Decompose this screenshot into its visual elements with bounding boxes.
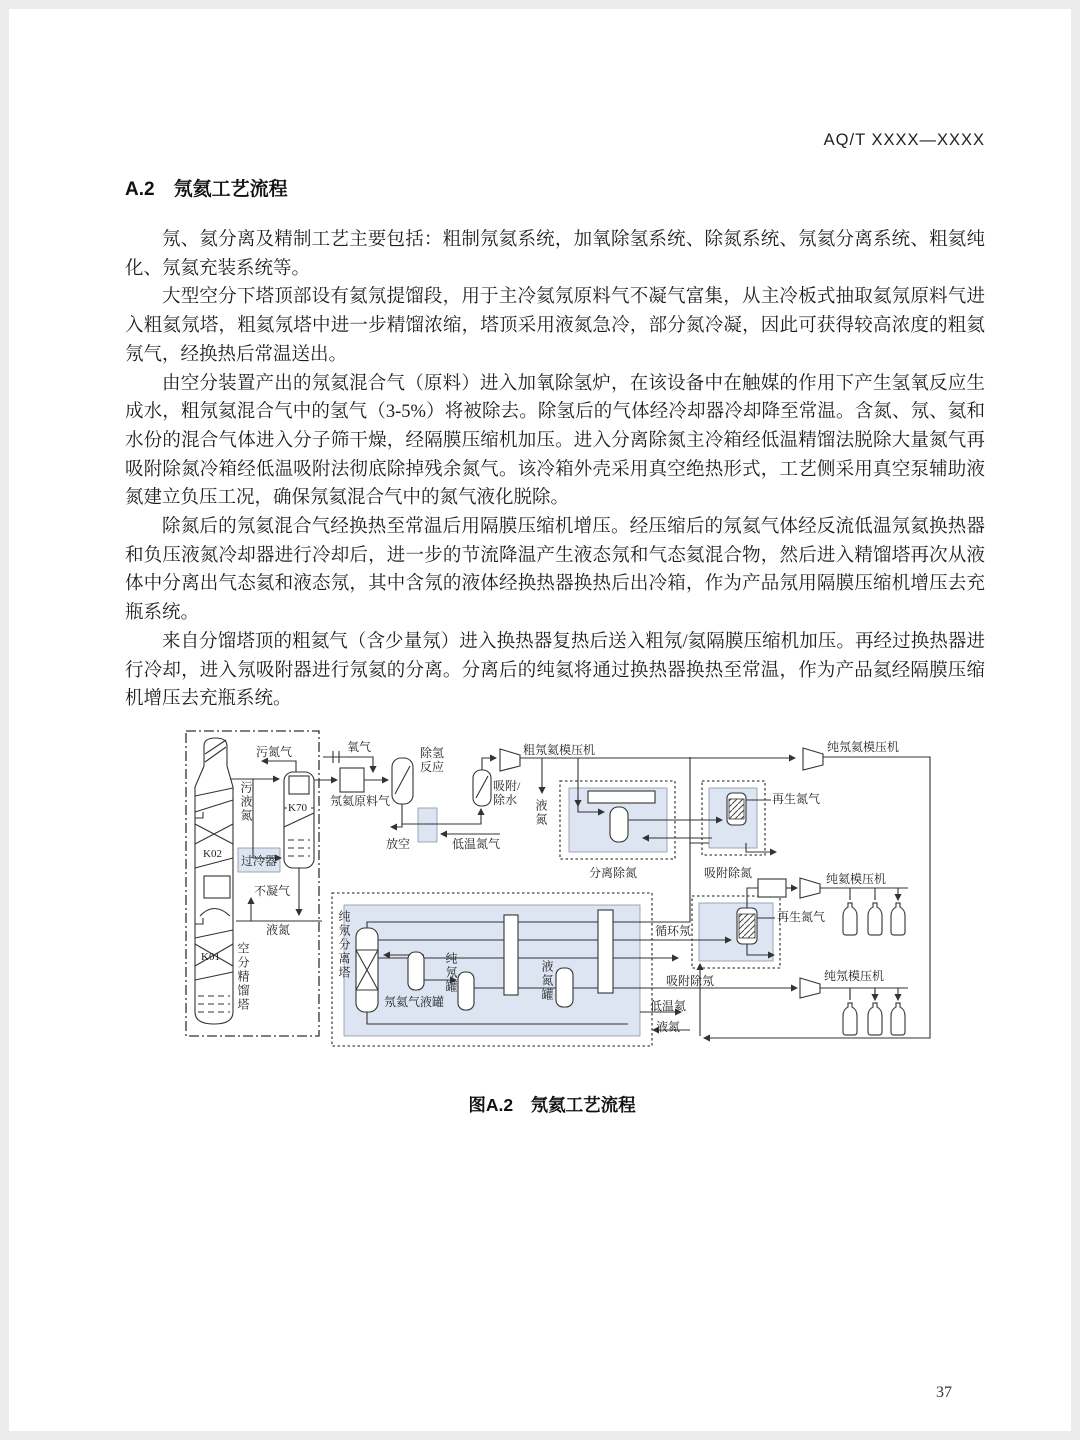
label-ne-he-gas-liquid-tank: 氖氦气液罐 bbox=[384, 995, 445, 1009]
label-pure-ne-column: 纯氖分离塔 bbox=[337, 910, 351, 980]
figure-caption: 图A.2 氖氦工艺流程 bbox=[468, 1095, 636, 1115]
liquid-n2-tank bbox=[556, 968, 573, 1007]
paragraph: 大型空分下塔顶部设有氦氖提馏段，用于主冷氦氖原料气不凝气富集，从主冷板式抽取氦氖原料气进入粗氦氖塔，粗氦氖塔中进一步精馏浓缩，塔顶采用液氮急冷，部分氮冷凝，因此可获得较高浓度的粗氦氖气，经换热后常温送出。 bbox=[125, 287, 985, 365]
label-pure-he-compressor: 纯氦模压机 bbox=[826, 872, 887, 886]
pure-ne-compressor bbox=[800, 978, 820, 998]
label-h2-removal-reactor: 除氢反应 bbox=[420, 746, 445, 774]
adsorption-de-neon-vessel bbox=[737, 908, 757, 944]
denitrogen-vessel bbox=[610, 807, 628, 842]
label-pure-ne-he-compressor: 纯氖氦模压机 bbox=[827, 740, 900, 754]
pure-ne-separation-column bbox=[356, 928, 378, 1012]
label-liquid-n2-mid: 液氮 bbox=[534, 799, 548, 827]
paragraph: 来自分馏塔顶的粗氦气（含少量氖）进入换热器复热后送入粗氖/氦隔膜压缩机加压。再经过换热器进行冷却，进入氖吸附器进行氖氦的分离。分离后的纯氦将通过换热器换热至常温，作为产品氦经隔膜压缩机增压去充瓶系统。 bbox=[125, 631, 985, 710]
process-flow-diagram bbox=[180, 722, 970, 1062]
label-regen-n2-bottom: 再生氮气 bbox=[777, 910, 826, 924]
denitrogen-hx bbox=[588, 791, 655, 803]
label-ne-he-feed-gas: 氖氦原料气 bbox=[330, 794, 391, 808]
label-crude-ne-he-compressor: 粗氖氦模压机 bbox=[523, 743, 596, 757]
label-cold-n2-gas: 低温氮气 bbox=[452, 837, 501, 851]
pure-he-compressor bbox=[800, 878, 820, 898]
label-non-condensable-gas: 不凝气 bbox=[254, 884, 291, 898]
label-waste-n2-gas: 污氮气 bbox=[256, 745, 293, 759]
he-product-hx bbox=[758, 879, 786, 897]
label-cold-he: 低温氦 bbox=[650, 999, 687, 1013]
pure-ne-he-compressor bbox=[803, 748, 823, 770]
label-liquid-n2-left: 液氮 bbox=[266, 923, 291, 937]
label-adsorb-dewater: 吸附/除水 bbox=[493, 779, 521, 807]
paragraph: 除氮后的氖氦混合气经换热至常温后用隔膜压缩机增压。经压缩后的氖氦气体经反流低温氖氦换热器和负压液氮冷却器进行冷却后，进一步的节流降温产生液态氖和气态氦混合物，然后进入精馏塔再次从液体中分离出气态氦和液态氖，其中含氖的液体经换热器换热后出冷箱，作为产品氖用隔膜压缩机增压去充瓶系统。 bbox=[125, 517, 985, 624]
adsorb-dewater-vessel bbox=[473, 770, 491, 806]
label-vent: 放空 bbox=[386, 837, 411, 851]
label-recycle-ne: 循环氖 bbox=[655, 924, 692, 938]
label-liquid-n2-right: 液氮 bbox=[656, 1020, 681, 1034]
coldbox-hx-2 bbox=[598, 910, 613, 993]
cooler-box bbox=[418, 808, 437, 842]
label-separation-denitrogen: 分离除氮 bbox=[589, 866, 638, 880]
air-separation-column bbox=[195, 738, 233, 1024]
label-k70: K70 bbox=[288, 802, 307, 814]
label-k02: K02 bbox=[203, 848, 222, 860]
standard-number-header: AQ/T XXXX—XXXX bbox=[823, 131, 985, 149]
label-subcooler: 过冷器 bbox=[241, 854, 278, 868]
neon-cylinders bbox=[843, 1003, 905, 1035]
label-k01: K01 bbox=[201, 951, 220, 963]
body-text bbox=[125, 226, 985, 714]
paragraph: 氖、氦分离及精制工艺主要包括：粗制氖氦系统，加氧除氢系统、除氮系统、氖氦分离系统、粗氦纯化、氖氦充装系统等。 bbox=[125, 230, 985, 279]
label-adsorption-denitrogen: 吸附除氮 bbox=[704, 866, 753, 880]
label-air-separation-column: 空分精馏塔 bbox=[236, 942, 250, 1012]
adsorption-denitrogen-vessel bbox=[727, 793, 746, 825]
label-pure-ne-tank: 纯氖罐 bbox=[444, 952, 458, 994]
ne-he-gas-liquid-tank bbox=[408, 952, 424, 990]
paragraph: 由空分装置产出的氖氦混合气（原料）进入加氧除氢炉，在该设备中在触媒的作用下产生氢氧反应生成水，粗氖氦混合气中的氢气（3-5%）将被除去。除氢后的气体经冷却器冷却降至常温。含氮、氖、氦和水份的混合气体进入分子筛干燥，经隔膜压缩机加压。进入分离除氮主冷箱经低温精馏法脱除大量氮气再吸附除氮冷箱经低温吸附法彻底除掉残余氮气。该冷箱外壳采用真空绝热形式，工艺侧采用真空泵辅助液氮建立负压工况，确保氖氦混合气中的氮气液化脱除。 bbox=[125, 373, 985, 509]
page-number: 37 bbox=[936, 1384, 952, 1401]
crude-he-ne-column-k70 bbox=[284, 772, 314, 868]
section-title: A.2 氖氦工艺流程 bbox=[125, 179, 288, 200]
crude-ne-he-compressor bbox=[500, 749, 520, 771]
h2-removal-reactor bbox=[392, 758, 413, 804]
label-pure-ne-compressor: 纯氖模压机 bbox=[824, 969, 885, 983]
label-oxygen: 氧气 bbox=[347, 740, 372, 754]
feed-heat-exchanger bbox=[340, 768, 364, 792]
helium-cylinders bbox=[843, 903, 905, 935]
adsorption-de-neon-coldbox bbox=[692, 896, 780, 968]
label-regen-n2-top: 再生氮气 bbox=[772, 792, 821, 806]
label-waste-liquid-n2: 污液氮 bbox=[239, 781, 253, 823]
label-adsorption-de-neon: 吸附除氖 bbox=[666, 974, 715, 988]
label-liquid-n2-tank: 液氮罐 bbox=[540, 960, 554, 1002]
coldbox-hx-1 bbox=[504, 915, 518, 995]
pure-ne-tank bbox=[458, 972, 474, 1010]
